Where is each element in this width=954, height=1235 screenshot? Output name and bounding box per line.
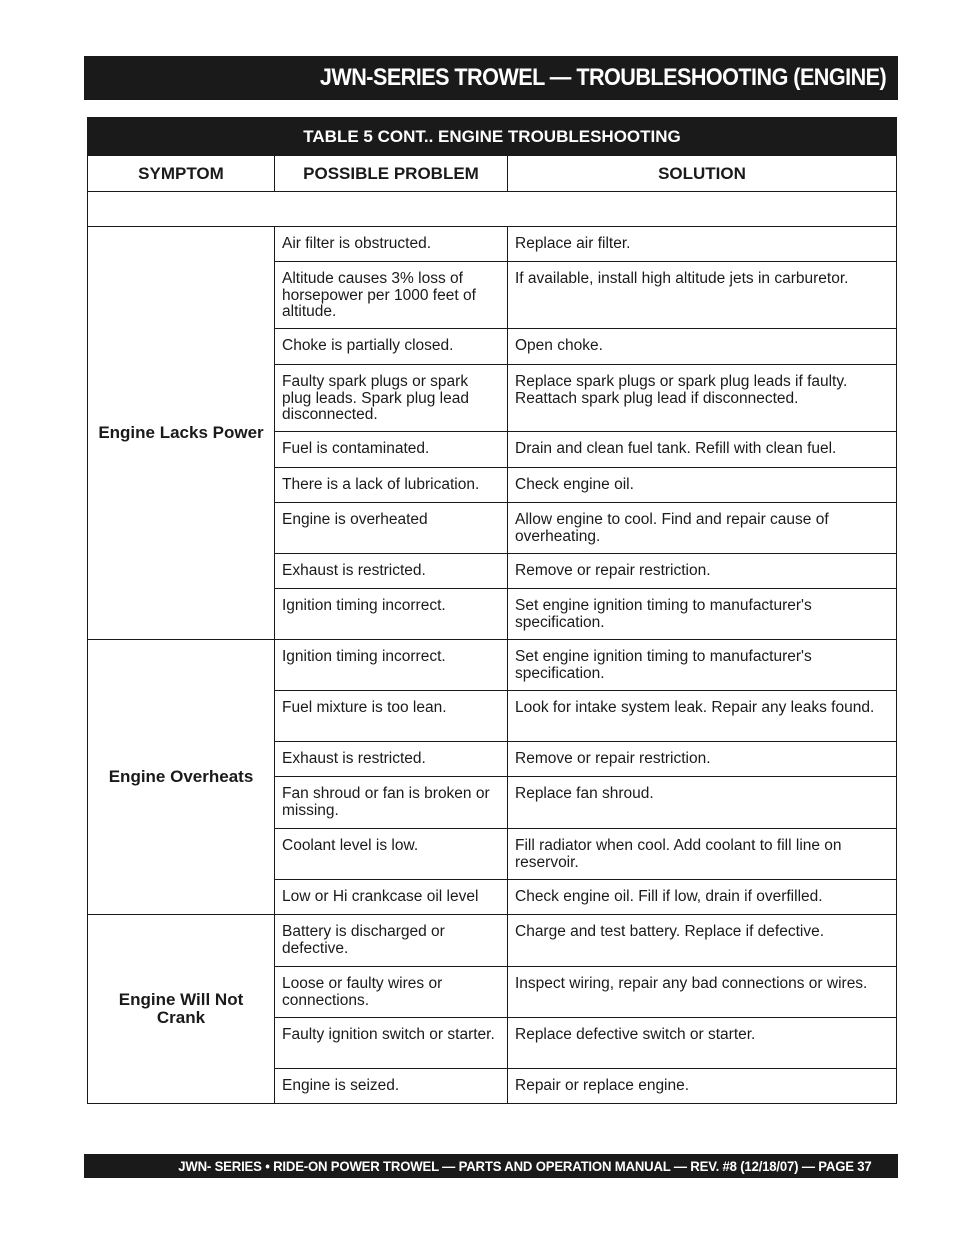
symptom-cell: Engine Will Not Crank [88,915,275,1104]
table-row [88,227,897,262]
table-row [88,915,897,967]
troubleshooting-table [87,117,897,1104]
possible-problem-cell: Altitude causes 3% loss of horsepower per 1000 feet of altitude. [275,262,508,329]
page-title: JWN-SERIES TROWEL — TROUBLESHOOTING (ENGINE) [319,64,886,91]
column-header-possible-problem: POSSIBLE PROBLEM [275,156,508,192]
page-title-bar [84,56,898,100]
solution-cell: Check engine oil. Fill if low, drain if overfilled. [508,880,897,915]
page-footer: JWN- SERIES • RIDE-ON POWER TROWEL — PARTS AND OPERATION MANUAL — REV. #8 (12/18/07) — PAGE 37 [178,1158,872,1174]
possible-problem-cell: Faulty ignition switch or starter. [275,1018,508,1069]
possible-problem-cell: Exhaust is restricted. [275,742,508,777]
solution-cell: Open choke. [508,329,897,365]
possible-problem-cell: Engine is seized. [275,1069,508,1104]
possible-problem-cell: There is a lack of lubrication. [275,468,508,503]
table-spacer-row [88,192,897,227]
solution-cell: Set engine ignition timing to manufacturer's specification. [508,589,897,640]
possible-problem-cell: Engine is overheated [275,503,508,554]
possible-problem-cell: Ignition timing incorrect. [275,640,508,691]
solution-cell: Remove or repair restriction. [508,742,897,777]
possible-problem-cell: Battery is discharged or defective. [275,915,508,967]
possible-problem-cell: Fuel mixture is too lean. [275,691,508,742]
possible-problem-cell: Faulty spark plugs or spark plug leads. Spark plug lead disconnected. [275,365,508,432]
solution-cell: Remove or repair restriction. [508,554,897,589]
solution-cell: Replace defective switch or starter. [508,1018,897,1069]
solution-cell: Check engine oil. [508,468,897,503]
column-header-solution: SOLUTION [508,156,897,192]
solution-cell: Replace air filter. [508,227,897,262]
solution-cell: Drain and clean fuel tank. Refill with clean fuel. [508,432,897,468]
column-header-symptom: SYMPTOM [88,156,275,192]
possible-problem-cell: Fan shroud or fan is broken or missing. [275,777,508,829]
table-caption: TABLE 5 CONT.. ENGINE TROUBLESHOOTING [88,118,897,156]
possible-problem-cell: Low or Hi crankcase oil level [275,880,508,915]
solution-cell: Look for intake system leak. Repair any leaks found. [508,691,897,742]
solution-cell: If available, install high altitude jets in carburetor. [508,262,897,329]
possible-problem-cell: Fuel is contaminated. [275,432,508,468]
possible-problem-cell: Loose or faulty wires or connections. [275,967,508,1018]
table-row [88,640,897,691]
page-footer-bar [84,1154,898,1178]
solution-cell: Inspect wiring, repair any bad connections or wires. [508,967,897,1018]
symptom-cell: Engine Lacks Power [88,227,275,640]
solution-cell: Set engine ignition timing to manufacturer's specification. [508,640,897,691]
solution-cell: Charge and test battery. Replace if defective. [508,915,897,967]
possible-problem-cell: Choke is partially closed. [275,329,508,365]
solution-cell: Replace spark plugs or spark plug leads if faulty. Reattach spark plug lead if disconnected. [508,365,897,432]
possible-problem-cell: Ignition timing incorrect. [275,589,508,640]
symptom-cell: Engine Overheats [88,640,275,915]
solution-cell: Replace fan shroud. [508,777,897,829]
possible-problem-cell: Air filter is obstructed. [275,227,508,262]
solution-cell: Repair or replace engine. [508,1069,897,1104]
possible-problem-cell: Exhaust is restricted. [275,554,508,589]
solution-cell: Fill radiator when cool. Add coolant to fill line on reservoir. [508,829,897,880]
possible-problem-cell: Coolant level is low. [275,829,508,880]
solution-cell: Allow engine to cool. Find and repair cause of overheating. [508,503,897,554]
